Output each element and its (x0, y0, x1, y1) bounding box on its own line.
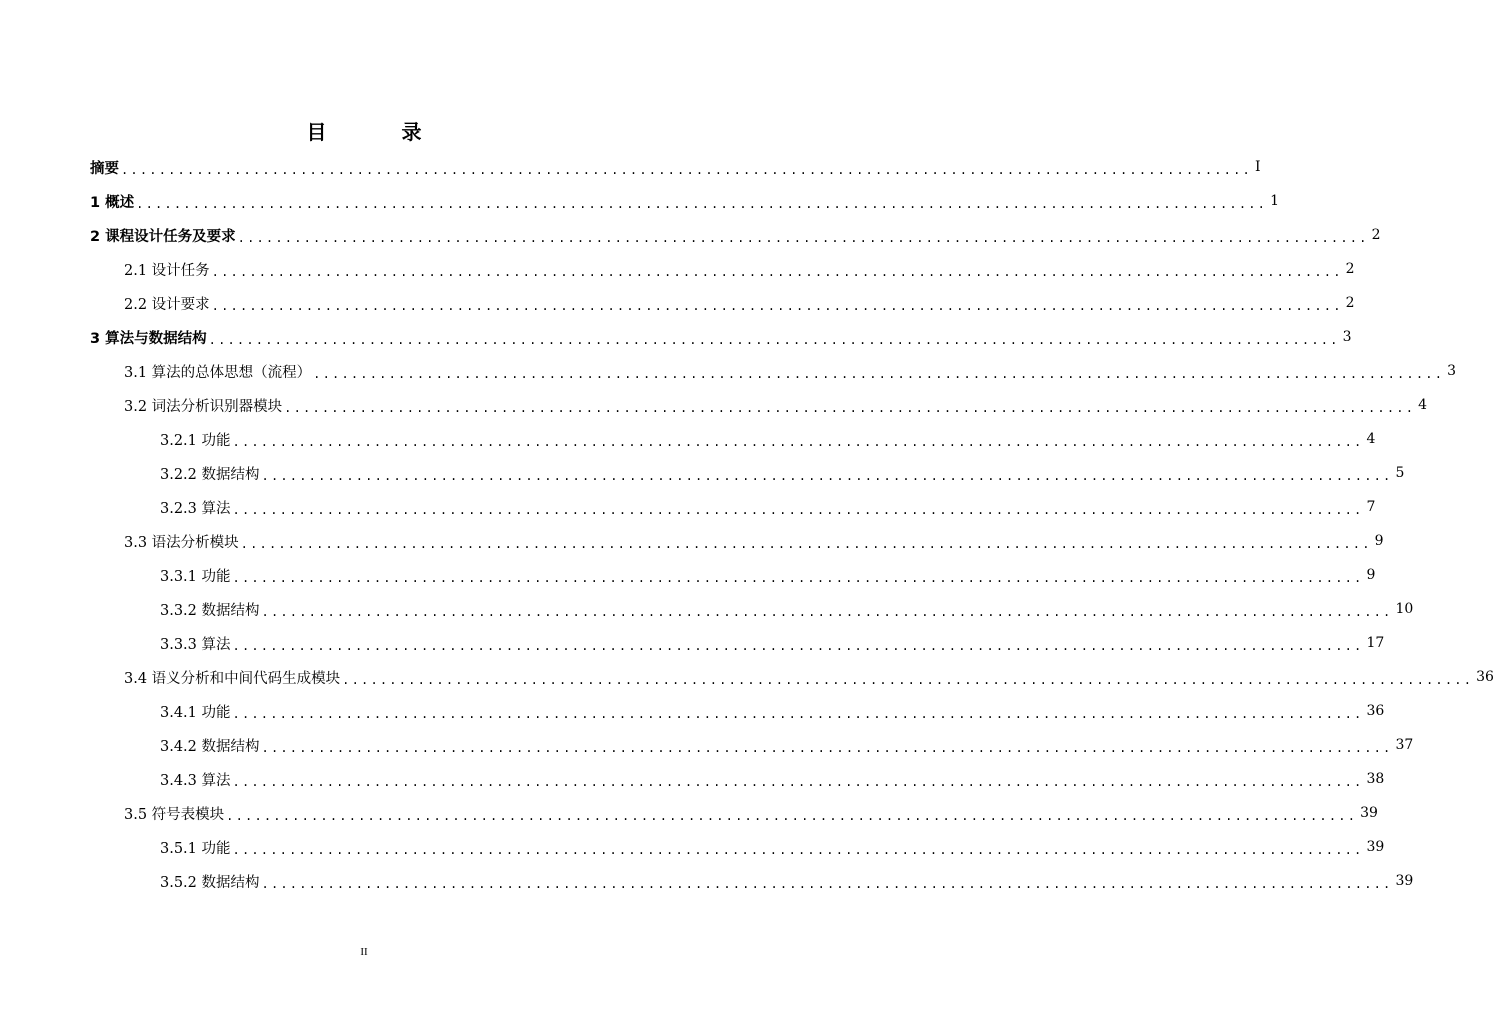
toc-entry[interactable] (0, 694, 1385, 728)
toc-entry[interactable] (0, 218, 1381, 252)
dot-leader: ........................................................................................................................ (226, 809, 1358, 823)
dot-leader: ........................................................................................................................ (121, 163, 1252, 177)
table-of-contents (0, 150, 1494, 898)
toc-entry-page-number: 9 (1366, 567, 1376, 583)
toc-entry-page-number: 2 (1345, 295, 1355, 311)
toc-entry-page-number: 2 (1345, 261, 1355, 277)
toc-entry[interactable] (0, 626, 1385, 660)
toc-entry-label: 3.4 语义分析和中间代码生成模块 (124, 670, 341, 687)
toc-entry-label: 摘要 (90, 160, 119, 177)
toc-entry[interactable] (0, 184, 1280, 218)
toc-entry-label: 3.3.2 数据结构 (160, 602, 260, 619)
page-number: II (360, 946, 368, 958)
toc-entry-label: 3.3 语法分析模块 (124, 534, 239, 551)
dot-leader: ........................................................................................................................ (232, 707, 1364, 721)
toc-entry-page-number: 7 (1366, 499, 1376, 515)
dot-leader: ........................................................................................................................ (232, 571, 1364, 585)
dot-leader: ........................................................................................................................ (208, 333, 1340, 347)
toc-entry-label: 2.2 设计要求 (124, 296, 210, 313)
toc-title: 目 录 (306, 120, 456, 144)
toc-entry-page-number: 2 (1371, 227, 1381, 243)
toc-entry[interactable] (0, 796, 1378, 830)
toc-entry-page-number: 39 (1366, 839, 1385, 855)
toc-entry-label: 3.5 符号表模块 (124, 806, 225, 823)
toc-entry-label: 3.1 算法的总体思想（流程） (124, 364, 312, 381)
toc-entry-page-number: 38 (1366, 771, 1385, 787)
toc-entry-label: 3.2.3 算法 (160, 500, 231, 517)
toc-entry[interactable] (0, 150, 1261, 184)
dot-leader: ........................................................................................................................ (261, 877, 1393, 891)
toc-entry-page-number: 39 (1395, 873, 1414, 889)
dot-leader: ........................................................................................................................ (261, 741, 1393, 755)
toc-entry-page-number: 17 (1366, 635, 1385, 651)
toc-entry-label: 3.2 词法分析识别器模块 (124, 398, 283, 415)
toc-entry-label: 3.4.1 功能 (160, 704, 231, 721)
toc-entry-page-number: 9 (1374, 533, 1384, 549)
toc-entry-page-number: 3 (1342, 329, 1352, 345)
dot-leader: ........................................................................................................................ (284, 401, 1416, 415)
toc-entry[interactable] (0, 728, 1414, 762)
toc-entry-page-number: 4 (1366, 431, 1376, 447)
dot-leader: ........................................................................................................................ (342, 673, 1474, 687)
toc-entry-label: 3.3.1 功能 (160, 568, 231, 585)
toc-entry-page-number: 36 (1366, 703, 1385, 719)
toc-entry-label: 1 概述 (90, 194, 135, 211)
toc-entry[interactable] (0, 286, 1355, 320)
toc-entry-page-number: I (1254, 159, 1261, 175)
toc-entry-label: 3.4.3 算法 (160, 772, 231, 789)
toc-entry[interactable] (0, 524, 1384, 558)
dot-leader: ........................................................................................................................ (261, 605, 1393, 619)
toc-entry[interactable] (0, 252, 1355, 286)
toc-entry[interactable] (0, 864, 1414, 898)
toc-entry[interactable] (0, 422, 1376, 456)
toc-entry-label: 3.4.2 数据结构 (160, 738, 260, 755)
toc-entry-page-number: 5 (1395, 465, 1405, 481)
toc-entry[interactable] (0, 320, 1352, 354)
toc-entry[interactable] (0, 354, 1457, 388)
dot-leader: ........................................................................................................................ (136, 197, 1268, 211)
dot-leader: ........................................................................................................................ (232, 843, 1364, 857)
toc-entry-page-number: 10 (1395, 601, 1414, 617)
dot-leader: ........................................................................................................................ (237, 231, 1369, 245)
toc-entry-page-number: 39 (1360, 805, 1378, 821)
toc-entry-label: 3 算法与数据结构 (90, 330, 207, 347)
dot-leader: ........................................................................................................................ (313, 367, 1445, 381)
toc-entry-page-number: 36 (1476, 669, 1494, 685)
toc-entry-label: 3.3.3 算法 (160, 636, 231, 653)
toc-entry[interactable] (0, 388, 1428, 422)
dot-leader: ........................................................................................................................ (211, 299, 1343, 313)
toc-entry-label: 2 课程设计任务及要求 (90, 228, 236, 245)
dot-leader: ........................................................................................................................ (232, 435, 1364, 449)
toc-entry-label: 3.2.2 数据结构 (160, 466, 260, 483)
toc-entry-label: 3.5.1 功能 (160, 840, 231, 857)
toc-entry-page-number: 4 (1418, 397, 1428, 413)
toc-entry-label: 3.5.2 数据结构 (160, 874, 260, 891)
toc-entry[interactable] (0, 558, 1376, 592)
toc-entry-page-number: 37 (1395, 737, 1414, 753)
toc-entry[interactable] (0, 830, 1385, 864)
toc-entry[interactable] (0, 660, 1494, 694)
toc-entry[interactable] (0, 456, 1405, 490)
toc-entry[interactable] (0, 490, 1376, 524)
toc-entry-page-number: 3 (1447, 363, 1457, 379)
toc-entry-page-number: 1 (1270, 193, 1280, 209)
dot-leader: ........................................................................................................................ (211, 265, 1343, 279)
dot-leader: ........................................................................................................................ (232, 503, 1364, 517)
dot-leader: ........................................................................................................................ (261, 469, 1393, 483)
toc-entry[interactable] (0, 592, 1414, 626)
toc-entry[interactable] (0, 762, 1385, 796)
dot-leader: ........................................................................................................................ (232, 639, 1364, 653)
toc-entry-label: 2.1 设计任务 (124, 262, 210, 279)
dot-leader: ........................................................................................................................ (240, 537, 1372, 551)
dot-leader: ........................................................................................................................ (232, 775, 1364, 789)
toc-entry-label: 3.2.1 功能 (160, 432, 231, 449)
